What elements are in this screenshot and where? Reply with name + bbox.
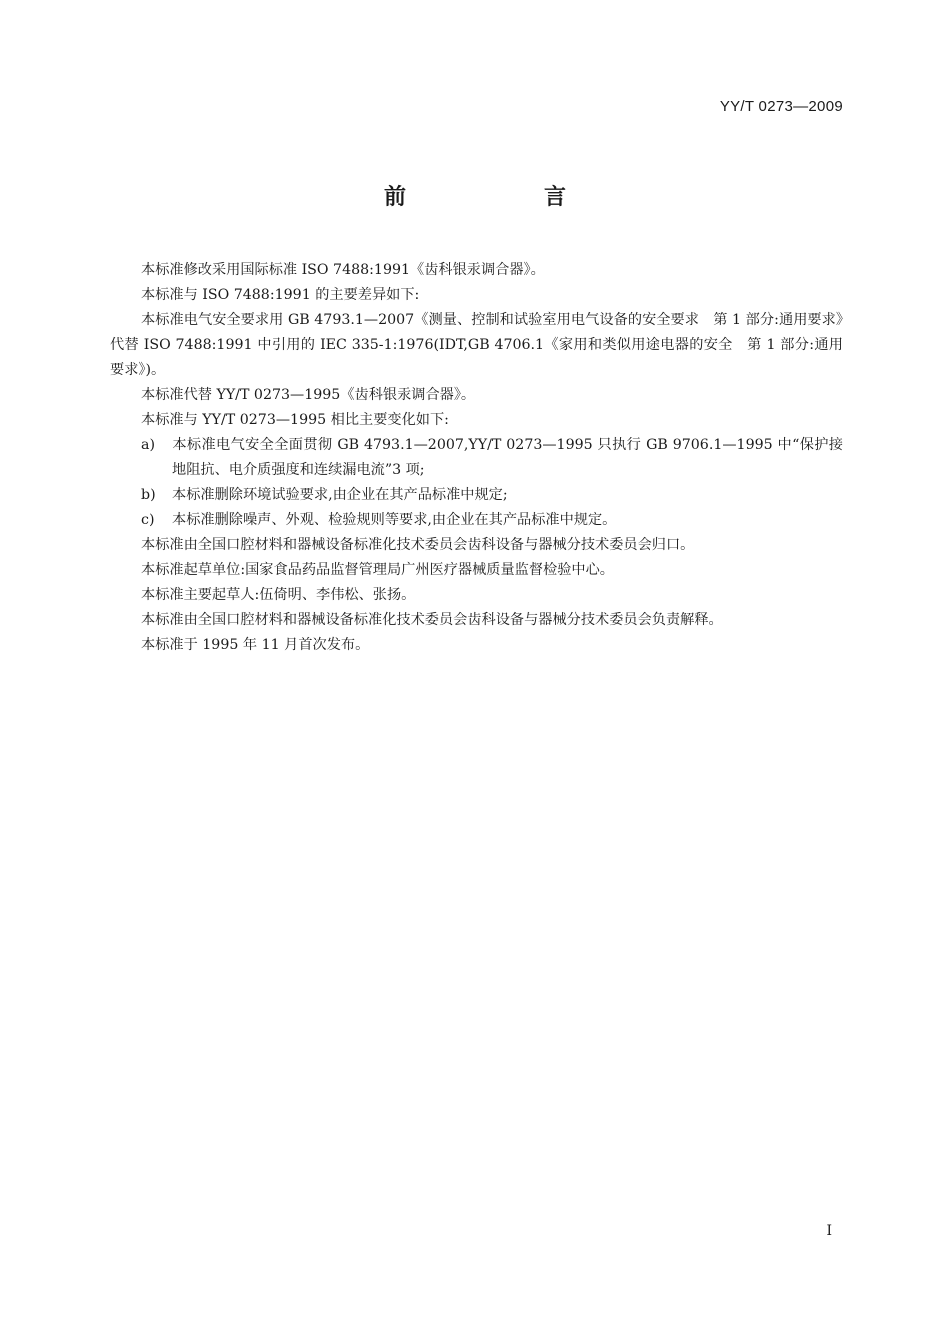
list-item-text: 本标准电气安全全面贯彻 GB 4793.1—2007,YY/T 0273—1995 只执行 GB 9706.1—1995 中“保护接地阻抗、电介质强度和连续漏电流”3 项; bbox=[172, 437, 843, 478]
list-item bbox=[110, 483, 843, 508]
paragraph: 本标准由全国口腔材料和器械设备标准化技术委员会齿科设备与器械分技术委员会负责解释。 bbox=[141, 612, 723, 628]
list-item-text: 本标准删除环境试验要求,由企业在其产品标准中规定; bbox=[172, 487, 508, 503]
list-marker: b) bbox=[141, 487, 156, 503]
paragraph: 本标准于 1995 年 11 月首次发布。 bbox=[141, 637, 370, 653]
list-item bbox=[110, 508, 843, 533]
foreword-body bbox=[110, 258, 843, 658]
standard-code: YY/T 0273—2009 bbox=[719, 98, 843, 115]
paragraph: 本标准代替 YY/T 0273—1995《齿科银汞调合器》。 bbox=[141, 387, 476, 403]
paragraph: 本标准与 YY/T 0273—1995 相比主要变化如下: bbox=[141, 412, 449, 428]
list-marker: c) bbox=[141, 512, 155, 528]
list-item-text: 本标准删除噪声、外观、检验规则等要求,由企业在其产品标准中规定。 bbox=[172, 512, 617, 528]
paragraph: 本标准主要起草人:伍倚明、李伟松、张扬。 bbox=[141, 587, 416, 603]
paragraph: 本标准电气安全要求用 GB 4793.1—2007《测量、控制和试验室用电气设备的安全要求 第 1 部分:通用要求》代替 ISO 7488:1991 中引用的 IEC 335-1:1976(IDT,GB 4706.1《家用和类似用途电器的安全 第 1 部分:通用要求》)。 bbox=[110, 312, 843, 378]
paragraph: 本标准起草单位:国家食品药品监督管理局广州医疗器械质量监督检验中心。 bbox=[141, 562, 614, 578]
page-title: 前 言 bbox=[383, 185, 624, 210]
paragraph: 本标准修改采用国际标准 ISO 7488:1991《齿科银汞调合器》。 bbox=[141, 262, 545, 278]
paragraph: 本标准由全国口腔材料和器械设备标准化技术委员会齿科设备与器械分技术委员会归口。 bbox=[141, 537, 695, 553]
list-item bbox=[110, 433, 843, 483]
paragraph: 本标准与 ISO 7488:1991 的主要差异如下: bbox=[141, 287, 420, 303]
list-marker: a) bbox=[141, 437, 155, 453]
page-number: I bbox=[826, 1223, 832, 1239]
